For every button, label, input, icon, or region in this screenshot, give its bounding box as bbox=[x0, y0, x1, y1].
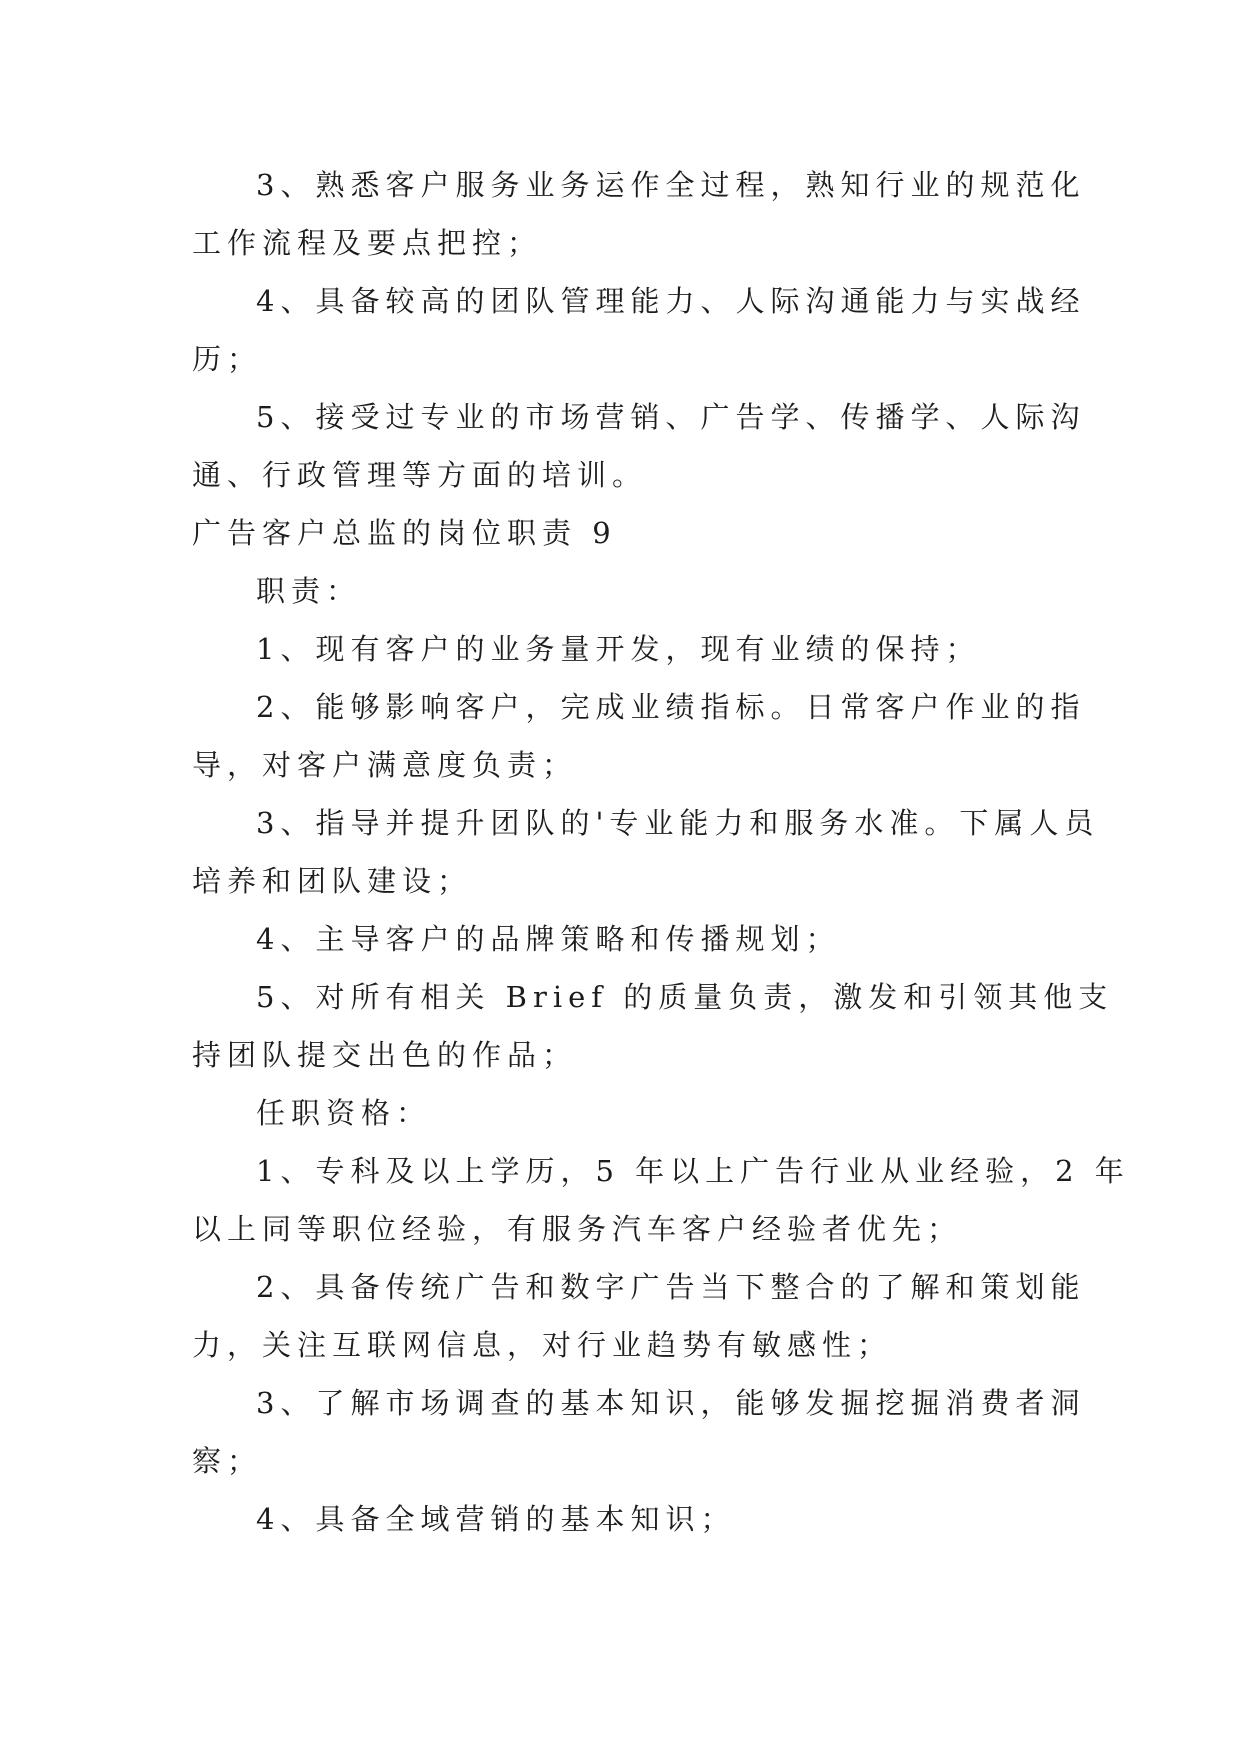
paragraph-line: 2、能够影响客户，完成业绩指标。日常客户作业的指 bbox=[256, 690, 1086, 724]
paragraph-line: 5、对所有相关 Brief 的质量负责，激发和引领其他支 bbox=[256, 980, 1114, 1014]
paragraph-line: 以上同等职位经验，有服务汽车客户经验者优先； bbox=[192, 1212, 963, 1246]
subheading-responsibilities: 职责： bbox=[256, 574, 362, 608]
paragraph-line: 4、具备较高的团队管理能力、人际沟通能力与实战经 bbox=[256, 284, 1086, 318]
paragraph-line: 持团队提交出色的作品； bbox=[192, 1038, 578, 1072]
paragraph-line: 5、接受过专业的市场营销、广告学、传播学、人际沟 bbox=[256, 400, 1086, 434]
paragraph-line: 3、指导并提升团队的'专业能力和服务水准。下属人员 bbox=[256, 806, 1100, 840]
paragraph-line: 3、熟悉客户服务业务运作全过程，熟知行业的规范化 bbox=[256, 168, 1086, 202]
paragraph-line: 4、主导客户的品牌策略和传播规划； bbox=[256, 922, 841, 956]
document-body bbox=[192, 156, 1130, 1548]
paragraph-line: 1、专科及以上学历，5 年以上广告行业从业经验，2 年 bbox=[256, 1154, 1130, 1188]
section-heading: 广告客户总监的岗位职责 9 bbox=[192, 516, 617, 550]
paragraph-line: 察； bbox=[192, 1444, 263, 1478]
paragraph-line: 培养和团队建设； bbox=[192, 864, 473, 898]
paragraph-line: 力，关注互联网信息，对行业趋势有敏感性； bbox=[192, 1328, 893, 1362]
paragraph-line: 3、了解市场调查的基本知识，能够发掘挖掘消费者洞 bbox=[256, 1386, 1086, 1420]
paragraph-line: 历； bbox=[192, 342, 263, 376]
paragraph-line: 4、具备全域营销的基本知识； bbox=[256, 1502, 736, 1536]
paragraph-line: 通、行政管理等方面的培训。 bbox=[192, 458, 648, 492]
paragraph-line: 工作流程及要点把控； bbox=[192, 226, 543, 260]
paragraph-line: 导，对客户满意度负责； bbox=[192, 748, 578, 782]
paragraph-line: 2、具备传统广告和数字广告当下整合的了解和策划能 bbox=[256, 1270, 1086, 1304]
paragraph-line: 1、现有客户的业务量开发，现有业绩的保持； bbox=[256, 632, 981, 666]
subheading-qualifications: 任职资格： bbox=[256, 1096, 432, 1130]
